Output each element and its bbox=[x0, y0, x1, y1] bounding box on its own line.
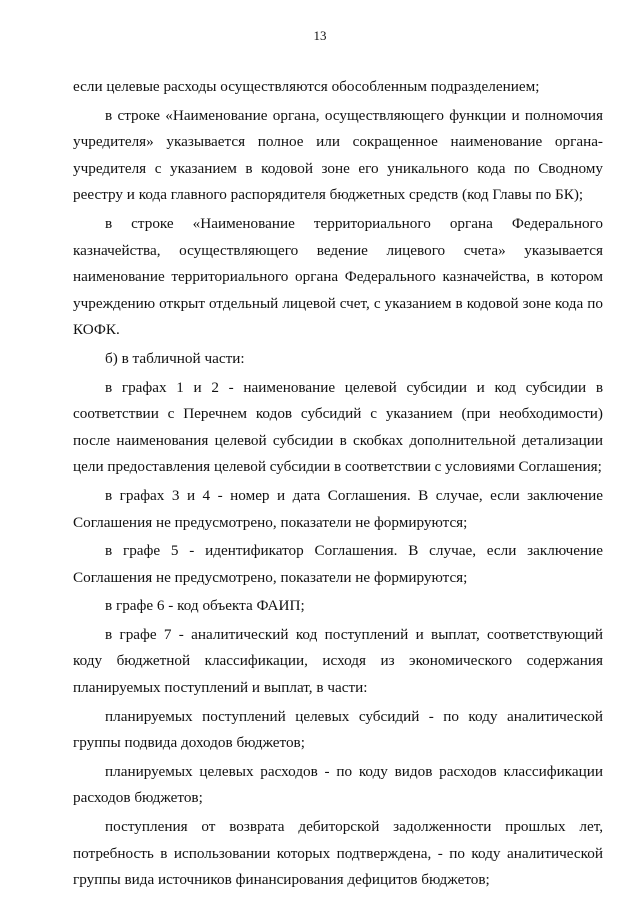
paragraph: в строке «Наименование органа, осуществляющего функции и полномочия учредителя» указывается полное или сокращенное наименование органа-учредителя с указанием в кодовой зоне его уникального кода по Сводному реестру и кода главного распорядителя бюджетных средств (код Главы по БК); bbox=[73, 106, 603, 204]
paragraph: поступления от возврата дебиторской задолженности прошлых лет, потребность в использовании которых подтверждена, - по коду аналитической группы вида источников финансирования дефицитов бюджетов; bbox=[73, 818, 603, 889]
page-number: 13 bbox=[313, 28, 327, 43]
paragraph: в графах 1 и 2 - наименование целевой субсидии и код субсидии в соответствии с Перечнем кодов субсидий с указанием (при необходимости) после наименования целевой субсидии в скобках дополнительной детализации цели предоставления целевой субсидии в соответствии с условиями Соглашения; bbox=[73, 378, 603, 476]
paragraph: в графе 6 - код объекта ФАИП; bbox=[105, 597, 305, 615]
paragraph: в графе 5 - идентификатор Соглашения. В случае, если заключение Соглашения не предусмотрено, показатели не формируются; bbox=[73, 542, 603, 586]
paragraph: в строке «Наименование территориального органа Федерального казначейства, осуществляющего ведение лицевого счета» указывается наименование территориального органа Федерального казначейства, в котором учреждению открыт отдельный лицевой счет, с указанием в кодовой зоне кода по КОФК. bbox=[73, 214, 603, 339]
paragraph: планируемых целевых расходов - по коду видов расходов классификации расходов бюджетов; bbox=[73, 762, 603, 807]
paragraph: б) в табличной части: bbox=[105, 349, 245, 367]
document-body bbox=[73, 74, 603, 896]
paragraph: если целевые расходы осуществляются обособленным подразделением; bbox=[73, 78, 540, 95]
paragraph: планируемых поступлений целевых субсидий - по коду аналитической группы подвида доходов бюджетов; bbox=[73, 707, 603, 752]
paragraph: в графе 7 - аналитический код поступлений и выплат, соответствующий коду бюджетной классификации, исходя из экономического содержания планируемых поступлений и выплат, в части: bbox=[73, 625, 603, 697]
paragraph: в графах 3 и 4 - номер и дата Соглашения. В случае, если заключение Соглашения не предусмотрено, показатели не формируются; bbox=[73, 486, 603, 531]
